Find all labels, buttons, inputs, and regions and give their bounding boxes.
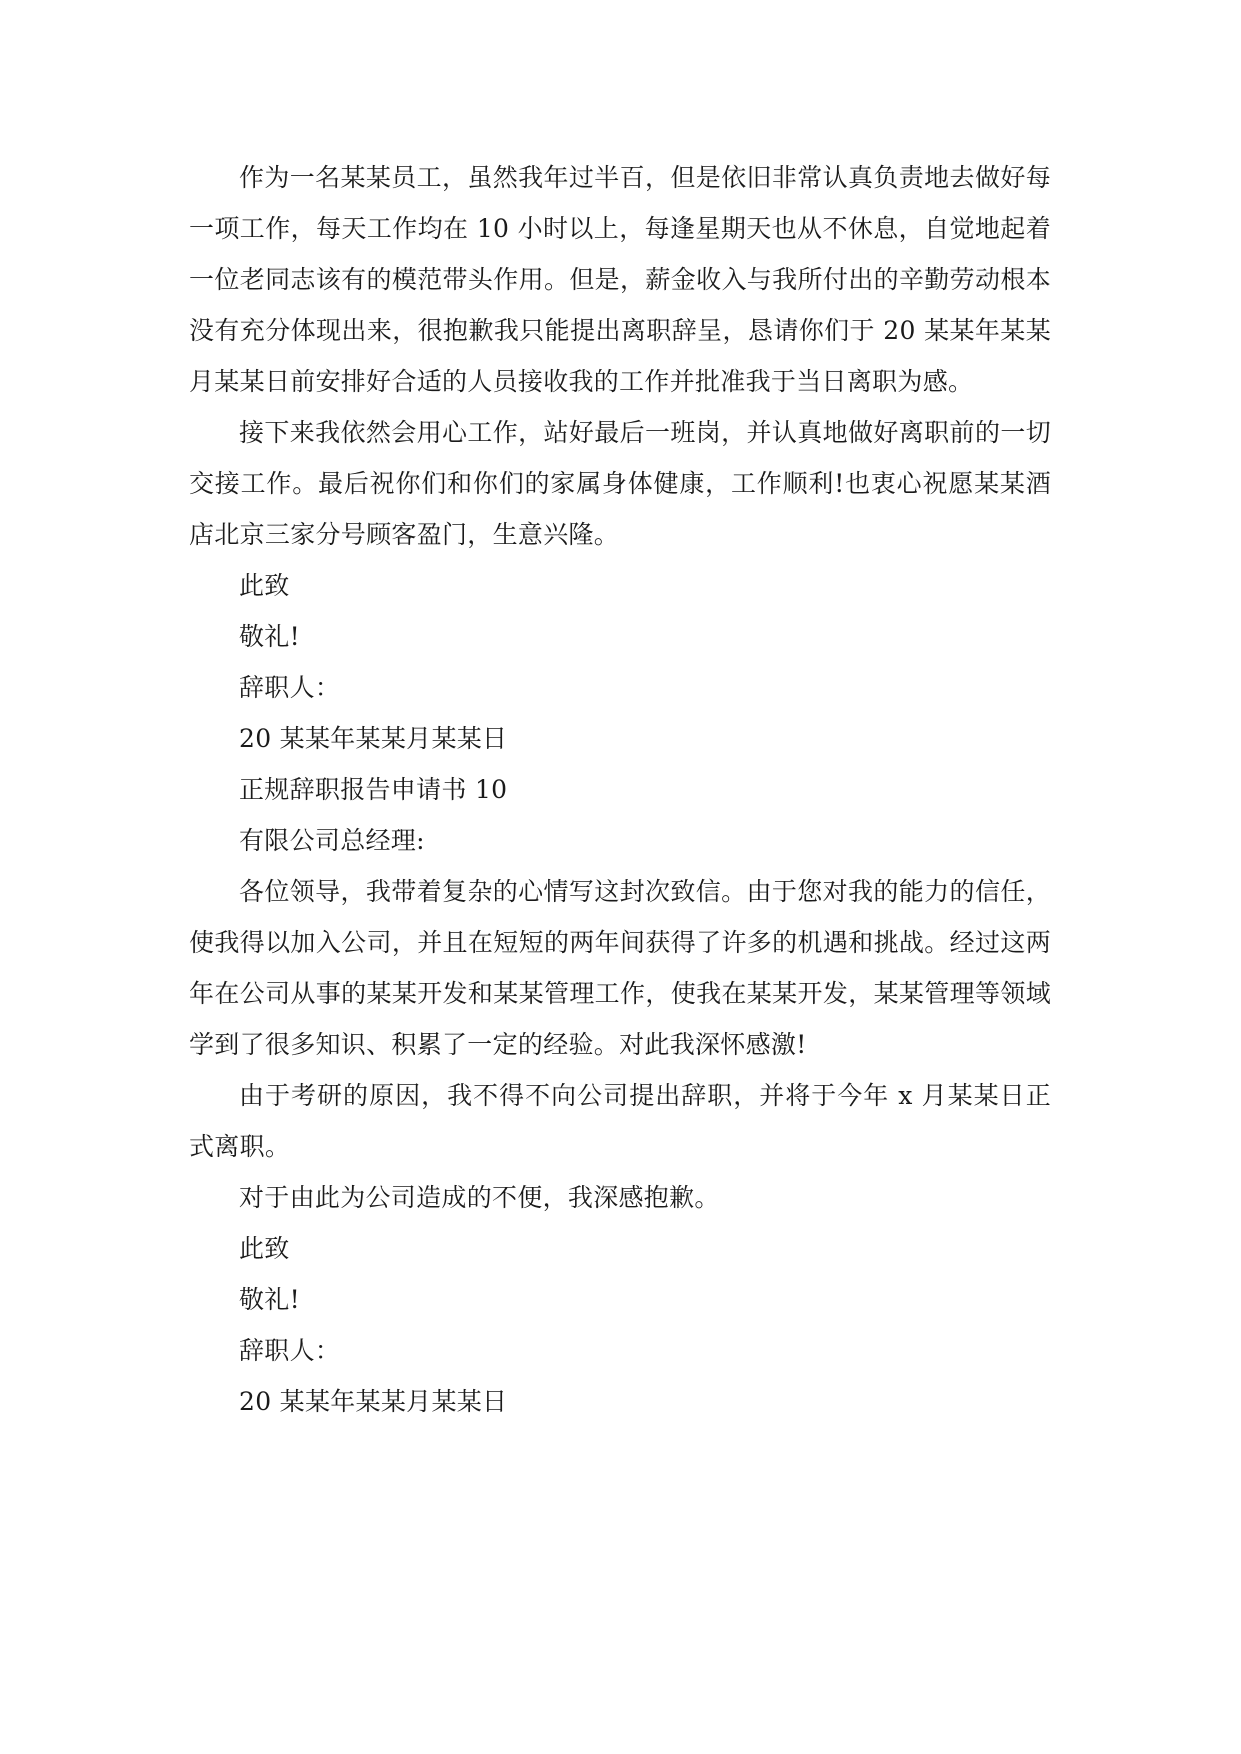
body-paragraph: 接下来我依然会用心工作，站好最后一班岗，并认真地做好离职前的一切交接工作。最后祝你们和你们的家属身体健康，工作顺利!也衷心祝愿某某酒店北京三家分号顾客盈门，生意兴隆。 [189,418,1051,549]
apology-line: 对于由此为公司造成的不便，我深感抱歉。 [239,1183,720,1212]
closing-regards: 敬礼! [239,622,300,651]
recipient-line: 有限公司总经理: [239,826,425,855]
closing-regards: 敬礼! [239,1285,300,1314]
signature-label: 辞职人： [239,1336,341,1365]
signature-date: 20 某某年某某月某某日 [239,1387,508,1416]
signature-date: 20 某某年某某月某某日 [239,724,508,753]
document-page [189,152,1051,1427]
signature-label: 辞职人： [239,673,341,702]
body-paragraph: 各位领导，我带着复杂的心情写这封次致信。由于您对我的能力的信任，使我得以加入公司，并且在短短的两年间获得了许多的机遇和挑战。经过这两年在公司从事的某某开发和某某管理工作，使我在某某开发，某某管理等领域学到了很多知识、积累了一定的经验。对此我深怀感激! [189,877,1051,1059]
body-paragraph: 由于考研的原因，我不得不向公司提出辞职，并将于今年 x 月某某日正式离职。 [189,1081,1051,1161]
closing-salutation: 此致 [239,571,290,600]
closing-salutation: 此致 [239,1234,290,1263]
section-title: 正规辞职报告申请书 10 [239,775,508,804]
body-paragraph: 作为一名某某员工，虽然我年过半百，但是依旧非常认真负责地去做好每一项工作，每天工作均在 10 小时以上，每逢星期天也从不休息，自觉地起着一位老同志该有的模范带头作用。但是，薪金收入与我所付出的辛勤劳动根本没有充分体现出来，很抱歉我只能提出离职辞呈，恳请你们于 20 某某年某某月某某日前安排好合适的人员接收我的工作并批准我于当日离职为感。 [189,163,1051,396]
